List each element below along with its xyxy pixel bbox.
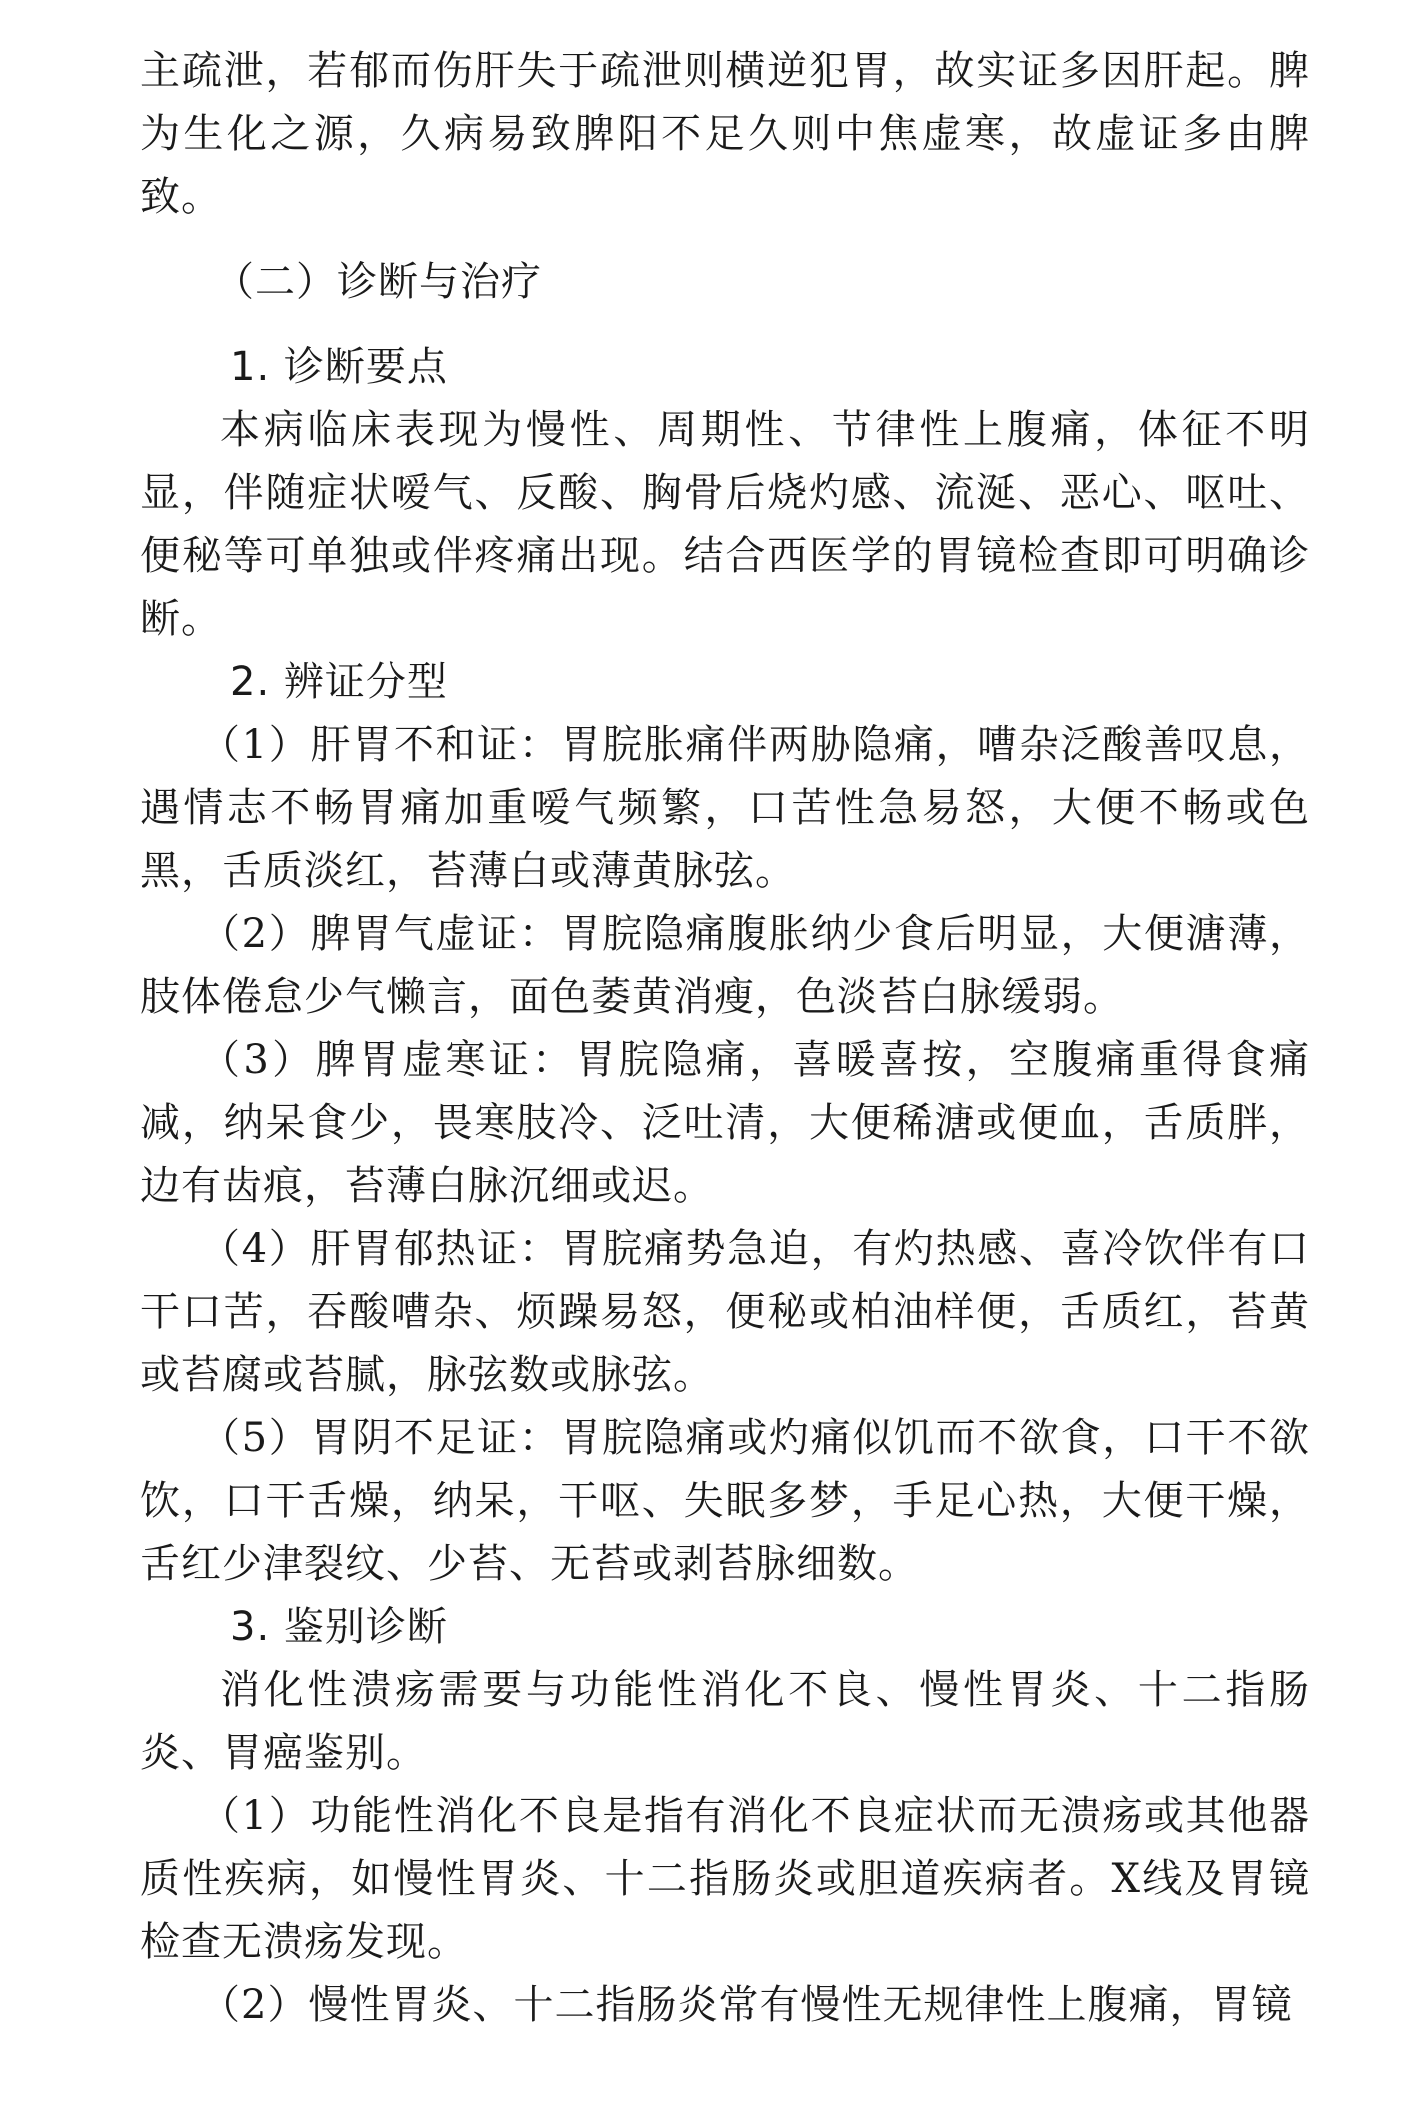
subsection-title-diagnosis: 1. 诊断要点 — [230, 344, 448, 390]
syndrome-type-5: （5）胃阴不足证：胃脘隐痛或灼痛似饥而不欲食，口干不欲饮，口干舌燥，纳呆，干呕、失眠多梦，手足心热，大便干燥，舌红少津裂纹、少苔、无苔或剥苔脉细数。 — [140, 1415, 1310, 1587]
differential-item-2: （2）慢性胃炎、十二指肠炎常有慢性无规律性上腹痛，胃镜 — [200, 1982, 1293, 2028]
subsection-title-differential: 3. 鉴别诊断 — [230, 1604, 448, 1650]
syndrome-type-2: （2）脾胃气虚证：胃脘隐痛腹胀纳少食后明显，大便溏薄，肢体倦怠少气懒言，面色萎黄消瘦，色淡苔白脉缓弱。 — [140, 911, 1310, 1020]
subsection-title-syndrome-types: 2. 辨证分型 — [230, 659, 448, 705]
differential-paragraph: 消化性溃疡需要与功能性消化不良、慢性胃炎、十二指肠炎、胃癌鉴别。 — [140, 1667, 1310, 1776]
syndrome-type-3: （3）脾胃虚寒证：胃脘隐痛，喜暖喜按，空腹痛重得食痛减，纳呆食少，畏寒肢冷、泛吐清，大便稀溏或便血，舌质胖，边有齿痕，苔薄白脉沉细或迟。 — [140, 1037, 1310, 1209]
diagnosis-paragraph: 本病临床表现为慢性、周期性、节律性上腹痛，体征不明显，伴随症状嗳气、反酸、胸骨后烧灼感、流涎、恶心、呕吐、便秘等可单独或伴疼痛出现。结合西医学的胃镜检查即可明确诊断。 — [140, 407, 1310, 642]
document-page — [140, 40, 1310, 2037]
section-title: （二）诊断与治疗 — [214, 259, 542, 305]
syndrome-type-1: （1）肝胃不和证：胃脘胀痛伴两胁隐痛，嘈杂泛酸善叹息，遇情志不畅胃痛加重嗳气频繁，口苦性急易怒，大便不畅或色黑，舌质淡红，苔薄白或薄黄脉弦。 — [140, 722, 1310, 894]
differential-item-1: （1）功能性消化不良是指有消化不良症状而无溃疡或其他器质性疾病，如慢性胃炎、十二指肠炎或胆道疾病者。X线及胃镜检查无溃疡发现。 — [140, 1793, 1310, 1965]
intro-paragraph: 主疏泄，若郁而伤肝失于疏泄则横逆犯胃，故实证多因肝起。脾为生化之源，久病易致脾阳不足久则中焦虚寒，故虚证多由脾致。 — [140, 48, 1310, 220]
syndrome-type-4: （4）肝胃郁热证：胃脘痛势急迫，有灼热感、喜冷饮伴有口干口苦，吞酸嘈杂、烦躁易怒，便秘或柏油样便，舌质红，苔黄或苔腐或苔腻，脉弦数或脉弦。 — [140, 1226, 1310, 1398]
